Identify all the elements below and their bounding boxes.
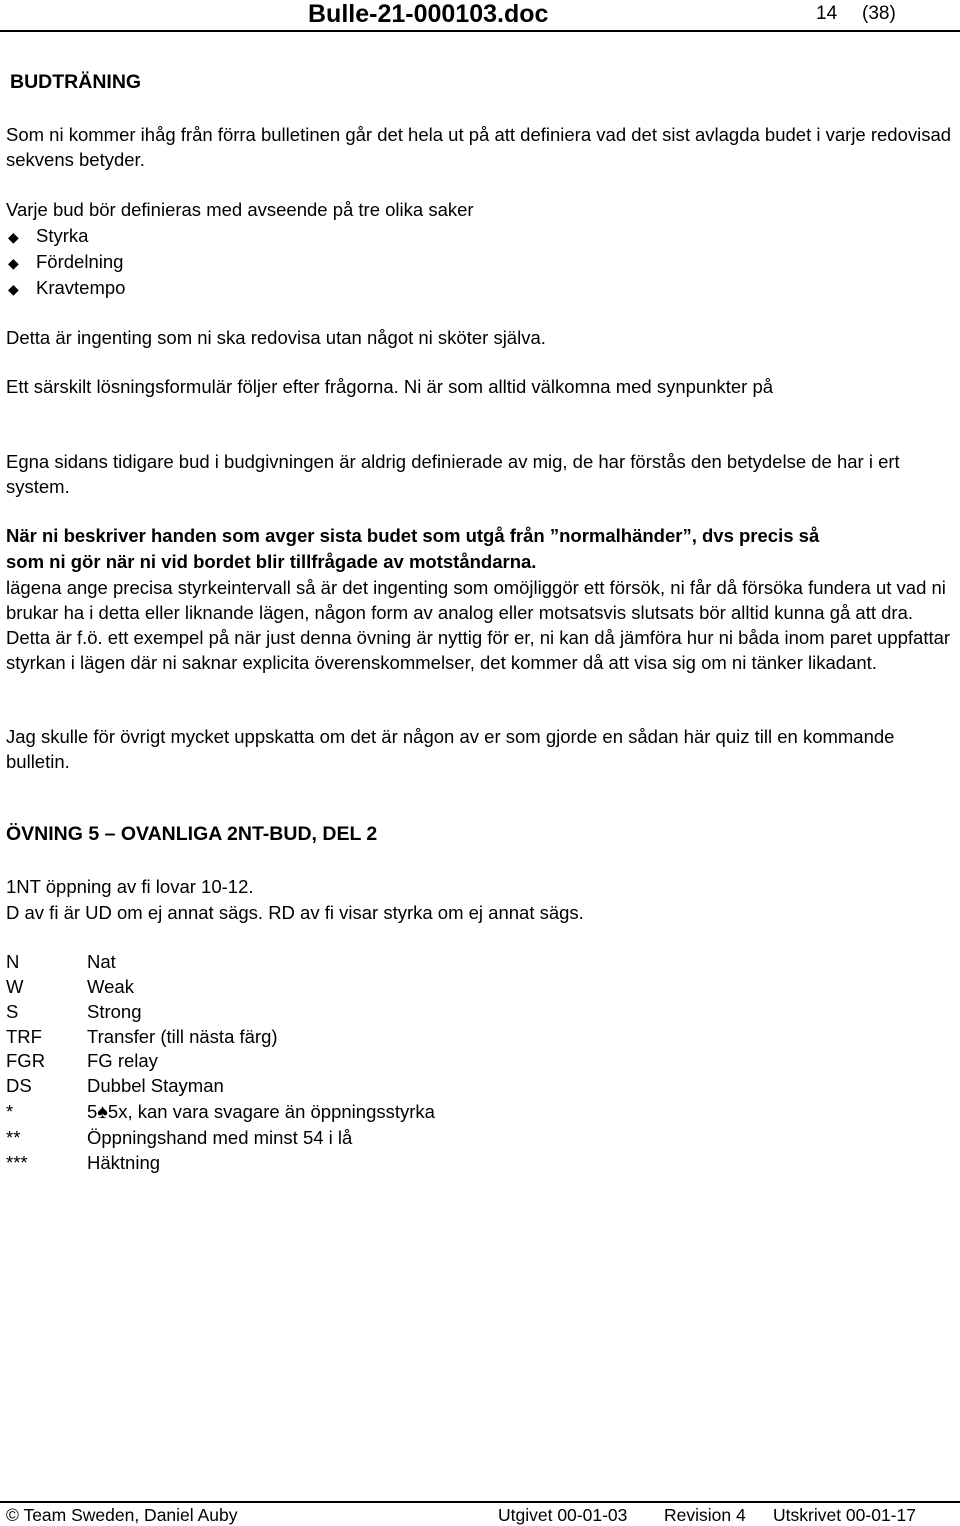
header-rule [0, 30, 960, 32]
bold-note-line2: som ni gör när ni vid bordet blir tillfrågade av motståndarna. [6, 551, 537, 572]
criteria-label: Kravtempo [36, 277, 126, 298]
form-note: Ett särskilt lösningsformulär följer efter frågorna. Ni är som alltid välkomna med synpunkter på [6, 376, 774, 397]
abbreviation-description: Nat [87, 951, 116, 972]
exercise-line-2: D av fi är UD om ej annat sägs. RD av fi visar styrka om ej annat sägs. [6, 902, 584, 923]
footer-issued-date: Utgivet 00-01-03 [498, 1505, 628, 1525]
ranges-paragraph: lägena ange precisa styrkeintervall så är det ingenting som omöjliggör ett försök, ni får då försöka fundera ut vad ni brukar ha i detta eller liknande lägen, någon form av analog eller motsatsvis slutsats bör alltid kunna gå att dra. Detta är f.ö. ett exempel på när just denna övning är nyttig för er, ni kan då jämföra hur ni båda inom paret uppfattar styrkan i lägen där ni saknar explicita överenskommelser, det kommer då att visa sig om ni tänker likadant. [6, 577, 951, 673]
abbreviation-code: *** [6, 1152, 28, 1173]
abbreviation-code: ** [6, 1127, 21, 1148]
abbreviation-description: FG relay [87, 1050, 158, 1071]
criteria-item-kravtempo [8, 275, 125, 300]
abbreviation-description: Transfer (till nästa färg) [87, 1026, 278, 1047]
footer-rule [0, 1501, 960, 1503]
abbreviation-description: Strong [87, 1001, 142, 1022]
abbreviation-description-text: 5x, kan vara svagare än öppningsstyrka [107, 1101, 435, 1122]
abbreviation-code: DS [6, 1075, 32, 1096]
footer-revision: Revision 4 [664, 1505, 746, 1525]
suit-length: 5 [87, 1101, 98, 1122]
abbreviation-description [87, 1099, 435, 1125]
diamond-bullet-icon: ◆ [8, 281, 19, 297]
own-side-note: Egna sidans tidigare bud i budgivningen är aldrig definierade av mig, de har förstås den betydelse de har i ert system. [6, 451, 900, 497]
criteria-label: Styrka [36, 225, 89, 246]
footer-copyright: © Team Sweden, Daniel Auby [6, 1505, 238, 1525]
criteria-item-fordelning [8, 249, 123, 274]
self-note: Detta är ingenting som ni ska redovisa utan något ni sköter själva. [6, 327, 546, 348]
abbreviation-description: Weak [87, 976, 134, 997]
page-total: (38) [862, 3, 896, 24]
intro-paragraph: Som ni kommer ihåg från förra bulletinen går det hela ut på att definiera vad det sist avlagda budet i varje redovisad sekvens betyder. [6, 124, 952, 170]
spade-icon: ♠ [97, 1101, 108, 1123]
footer-printed-date: Utskrivet 00-01-17 [773, 1505, 916, 1525]
abbreviation-code: W [6, 976, 24, 997]
abbreviation-description: Öppningshand med minst 54 i lå [87, 1127, 353, 1148]
criteria-label: Fördelning [36, 251, 124, 272]
abbreviation-description: Dubbel Stayman [87, 1075, 224, 1096]
abbreviation-code: TRF [6, 1026, 42, 1047]
bold-note-line1: När ni beskriver handen som avger sista budet som utgå från ”normalhänder”, dvs precis så [6, 525, 820, 546]
criteria-item-styrka [8, 223, 88, 248]
criteria-intro: Varje bud bör definieras med avseende på tre olika saker [6, 199, 474, 220]
abbreviation-code: N [6, 951, 20, 972]
diamond-bullet-icon: ◆ [8, 255, 19, 271]
diamond-bullet-icon: ◆ [8, 229, 19, 245]
section-heading-budtraning: BUDTRÄNING [10, 71, 142, 93]
document-title: Bulle-21-000103.doc [308, 0, 549, 28]
quiz-note: Jag skulle för övrigt mycket uppskatta om det är någon av er som gjorde en sådan här quiz till en kommande bulletin. [6, 726, 895, 772]
abbreviation-code: FGR [6, 1050, 46, 1071]
section-heading-ovning: ÖVNING 5 – OVANLIGA 2NT-BUD, DEL 2 [6, 823, 378, 845]
page-number: 14 [816, 3, 838, 24]
abbreviation-description: Häktning [87, 1152, 161, 1173]
exercise-line-1: 1NT öppning av fi lovar 10-12. [6, 876, 254, 897]
abbreviation-code: * [6, 1101, 14, 1122]
abbreviation-code: S [6, 1001, 19, 1022]
